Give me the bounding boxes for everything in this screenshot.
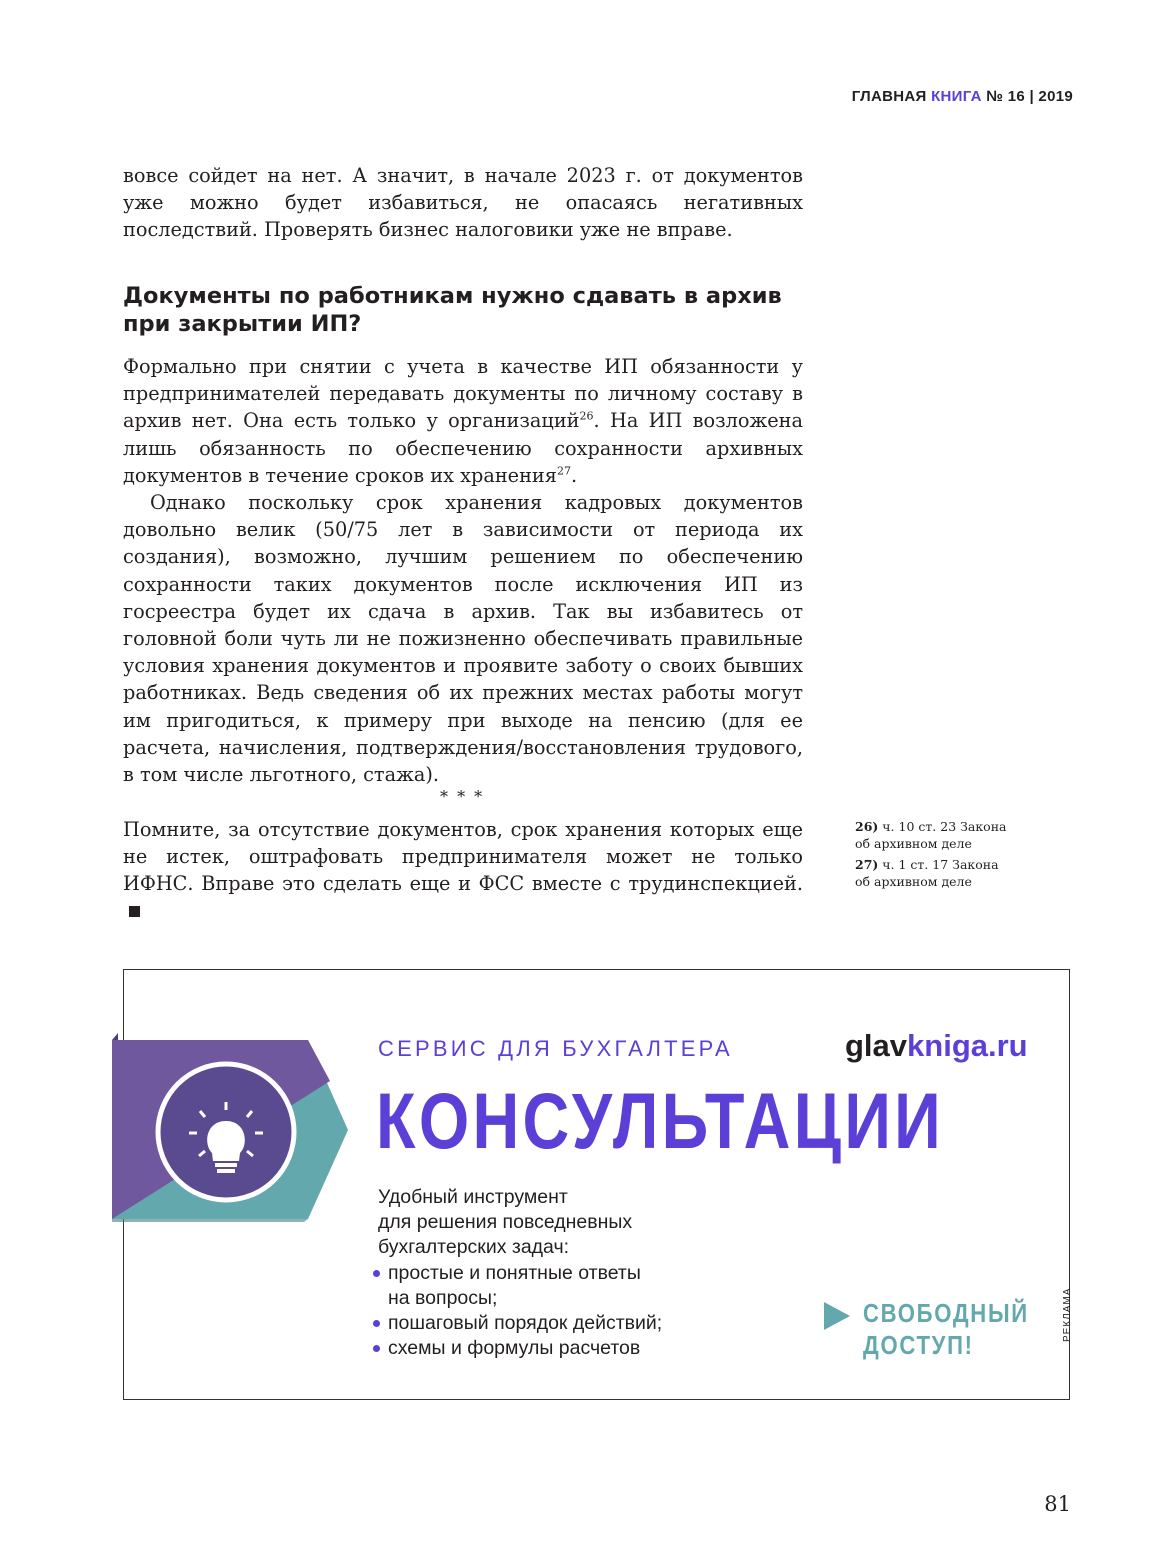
ad-title: КОНСУЛЬТАЦИИ bbox=[376, 1076, 945, 1165]
intro-paragraph bbox=[123, 162, 803, 244]
paragraph-1 bbox=[123, 353, 803, 489]
paragraph-2: Однако поскольку срок хранения кадровых документов довольно велик (50/75 лет в зависимости от периода их создания), возможно, лучшим решением по обеспечению сохранности таких документов после исключения ИП из госреестра будет их сдача в архив. Так вы избавитесь от головной боли чуть ли не пожизненно обеспечивать правильные условия хранения документов и проявите заботу о своих бывших работниках. Ведь сведения об их прежних местах работы могут им пригодиться, к примеру при выходе на пенсию (для ее расчета, начисления, подтверждения/восстановления трудового, в том числе льготного, стажа). bbox=[123, 491, 803, 787]
play-arrow-icon bbox=[824, 1302, 850, 1330]
list-item-text: схемы и формулы расчетов bbox=[388, 1337, 641, 1359]
bullet-icon bbox=[373, 1320, 380, 1327]
ad-feature-list bbox=[370, 1261, 662, 1361]
closing-text: Помните, за отсутствие документов, срок хранения которых еще не истек, оштрафовать предпринимателя может не только ИФНС. Вправе это сделать еще и ФСС вместе с трудинспекцией. bbox=[123, 818, 803, 896]
footnote-ref-26[interactable]: 26 bbox=[579, 409, 594, 423]
bullet-icon bbox=[373, 1345, 380, 1352]
ad-banner-graphic bbox=[108, 1026, 353, 1222]
site-part: glav bbox=[845, 1028, 908, 1063]
footnote-text: об архивном деле bbox=[855, 836, 972, 851]
paragraph-1-part-a: Формально при снятии с учета в качестве ИП обязанности у предпринимателей передавать документы по личному составу в архив нет. Она есть только у организаций bbox=[123, 355, 803, 433]
intro-text: вовсе сойдет на нет. А значит, в начале 2023 г. от документов уже можно будет избавиться, не опасаясь негативных последствий. Проверять бизнес налоговики уже не вправе. bbox=[123, 164, 803, 242]
site-part: .ru bbox=[988, 1028, 1028, 1063]
section-heading: Документы по работникам нужно сдавать в архив при закрытии ИП? bbox=[123, 283, 782, 337]
list-item bbox=[370, 1311, 662, 1336]
paragraph-1-part-b: . На ИП возложена лишь обязанность по обеспечению сохранности архивных документов в течение сроков их хранения bbox=[123, 409, 803, 487]
page-number: 81 bbox=[1044, 1492, 1071, 1516]
ad-description-line: Удобный инструмент bbox=[378, 1186, 568, 1208]
lightbulb-icon bbox=[158, 1064, 294, 1200]
ad-description bbox=[378, 1185, 632, 1260]
end-of-article-mark bbox=[129, 906, 140, 917]
header-issue: № 16 | 2019 bbox=[981, 88, 1073, 105]
paragraph-1-part-c: . bbox=[570, 463, 578, 487]
footnote-text: об архивном деле bbox=[855, 874, 972, 889]
footnote-27 bbox=[855, 856, 1055, 890]
list-item bbox=[370, 1336, 662, 1361]
list-item-text: на вопросы; bbox=[388, 1287, 498, 1309]
list-item-text: пошаговый порядок действий; bbox=[388, 1312, 663, 1334]
free-access-line: ДОСТУП! bbox=[863, 1330, 974, 1360]
site-part: kniga bbox=[907, 1028, 988, 1063]
free-access-line: СВОБОДНЫЙ bbox=[863, 1298, 1029, 1328]
footnote-number: 27) bbox=[855, 857, 879, 872]
section-separator: * * * bbox=[440, 787, 485, 806]
list-item-text: простые и понятные ответы bbox=[388, 1262, 641, 1284]
ad-site-link[interactable] bbox=[845, 1028, 1028, 1064]
advertisement-marker: РЕКЛАМА bbox=[1062, 1287, 1073, 1342]
header-title-main: ГЛАВНАЯ bbox=[851, 88, 932, 105]
footnote-text: ч. 1 ст. 17 Закона bbox=[878, 857, 999, 872]
main-text bbox=[123, 353, 803, 788]
ad-service-label: СЕРВИС ДЛЯ БУХГАЛТЕРА bbox=[378, 1036, 733, 1061]
ad-description-line: для решения повседневных bbox=[378, 1211, 633, 1233]
footnote-text: ч. 10 ст. 23 Закона bbox=[878, 819, 1007, 834]
bullet-icon bbox=[373, 1270, 380, 1277]
header-title-accent: КНИГА bbox=[931, 88, 982, 105]
free-access-label[interactable] bbox=[863, 1297, 1029, 1361]
list-item bbox=[370, 1261, 662, 1311]
footnote-number: 26) bbox=[855, 819, 879, 834]
closing-paragraph bbox=[123, 816, 803, 925]
page-header bbox=[852, 88, 1073, 105]
footnote-26 bbox=[855, 818, 1055, 852]
footnote-ref-27[interactable]: 27 bbox=[556, 464, 571, 478]
ad-description-line: бухгалтерских задач: bbox=[378, 1236, 570, 1258]
